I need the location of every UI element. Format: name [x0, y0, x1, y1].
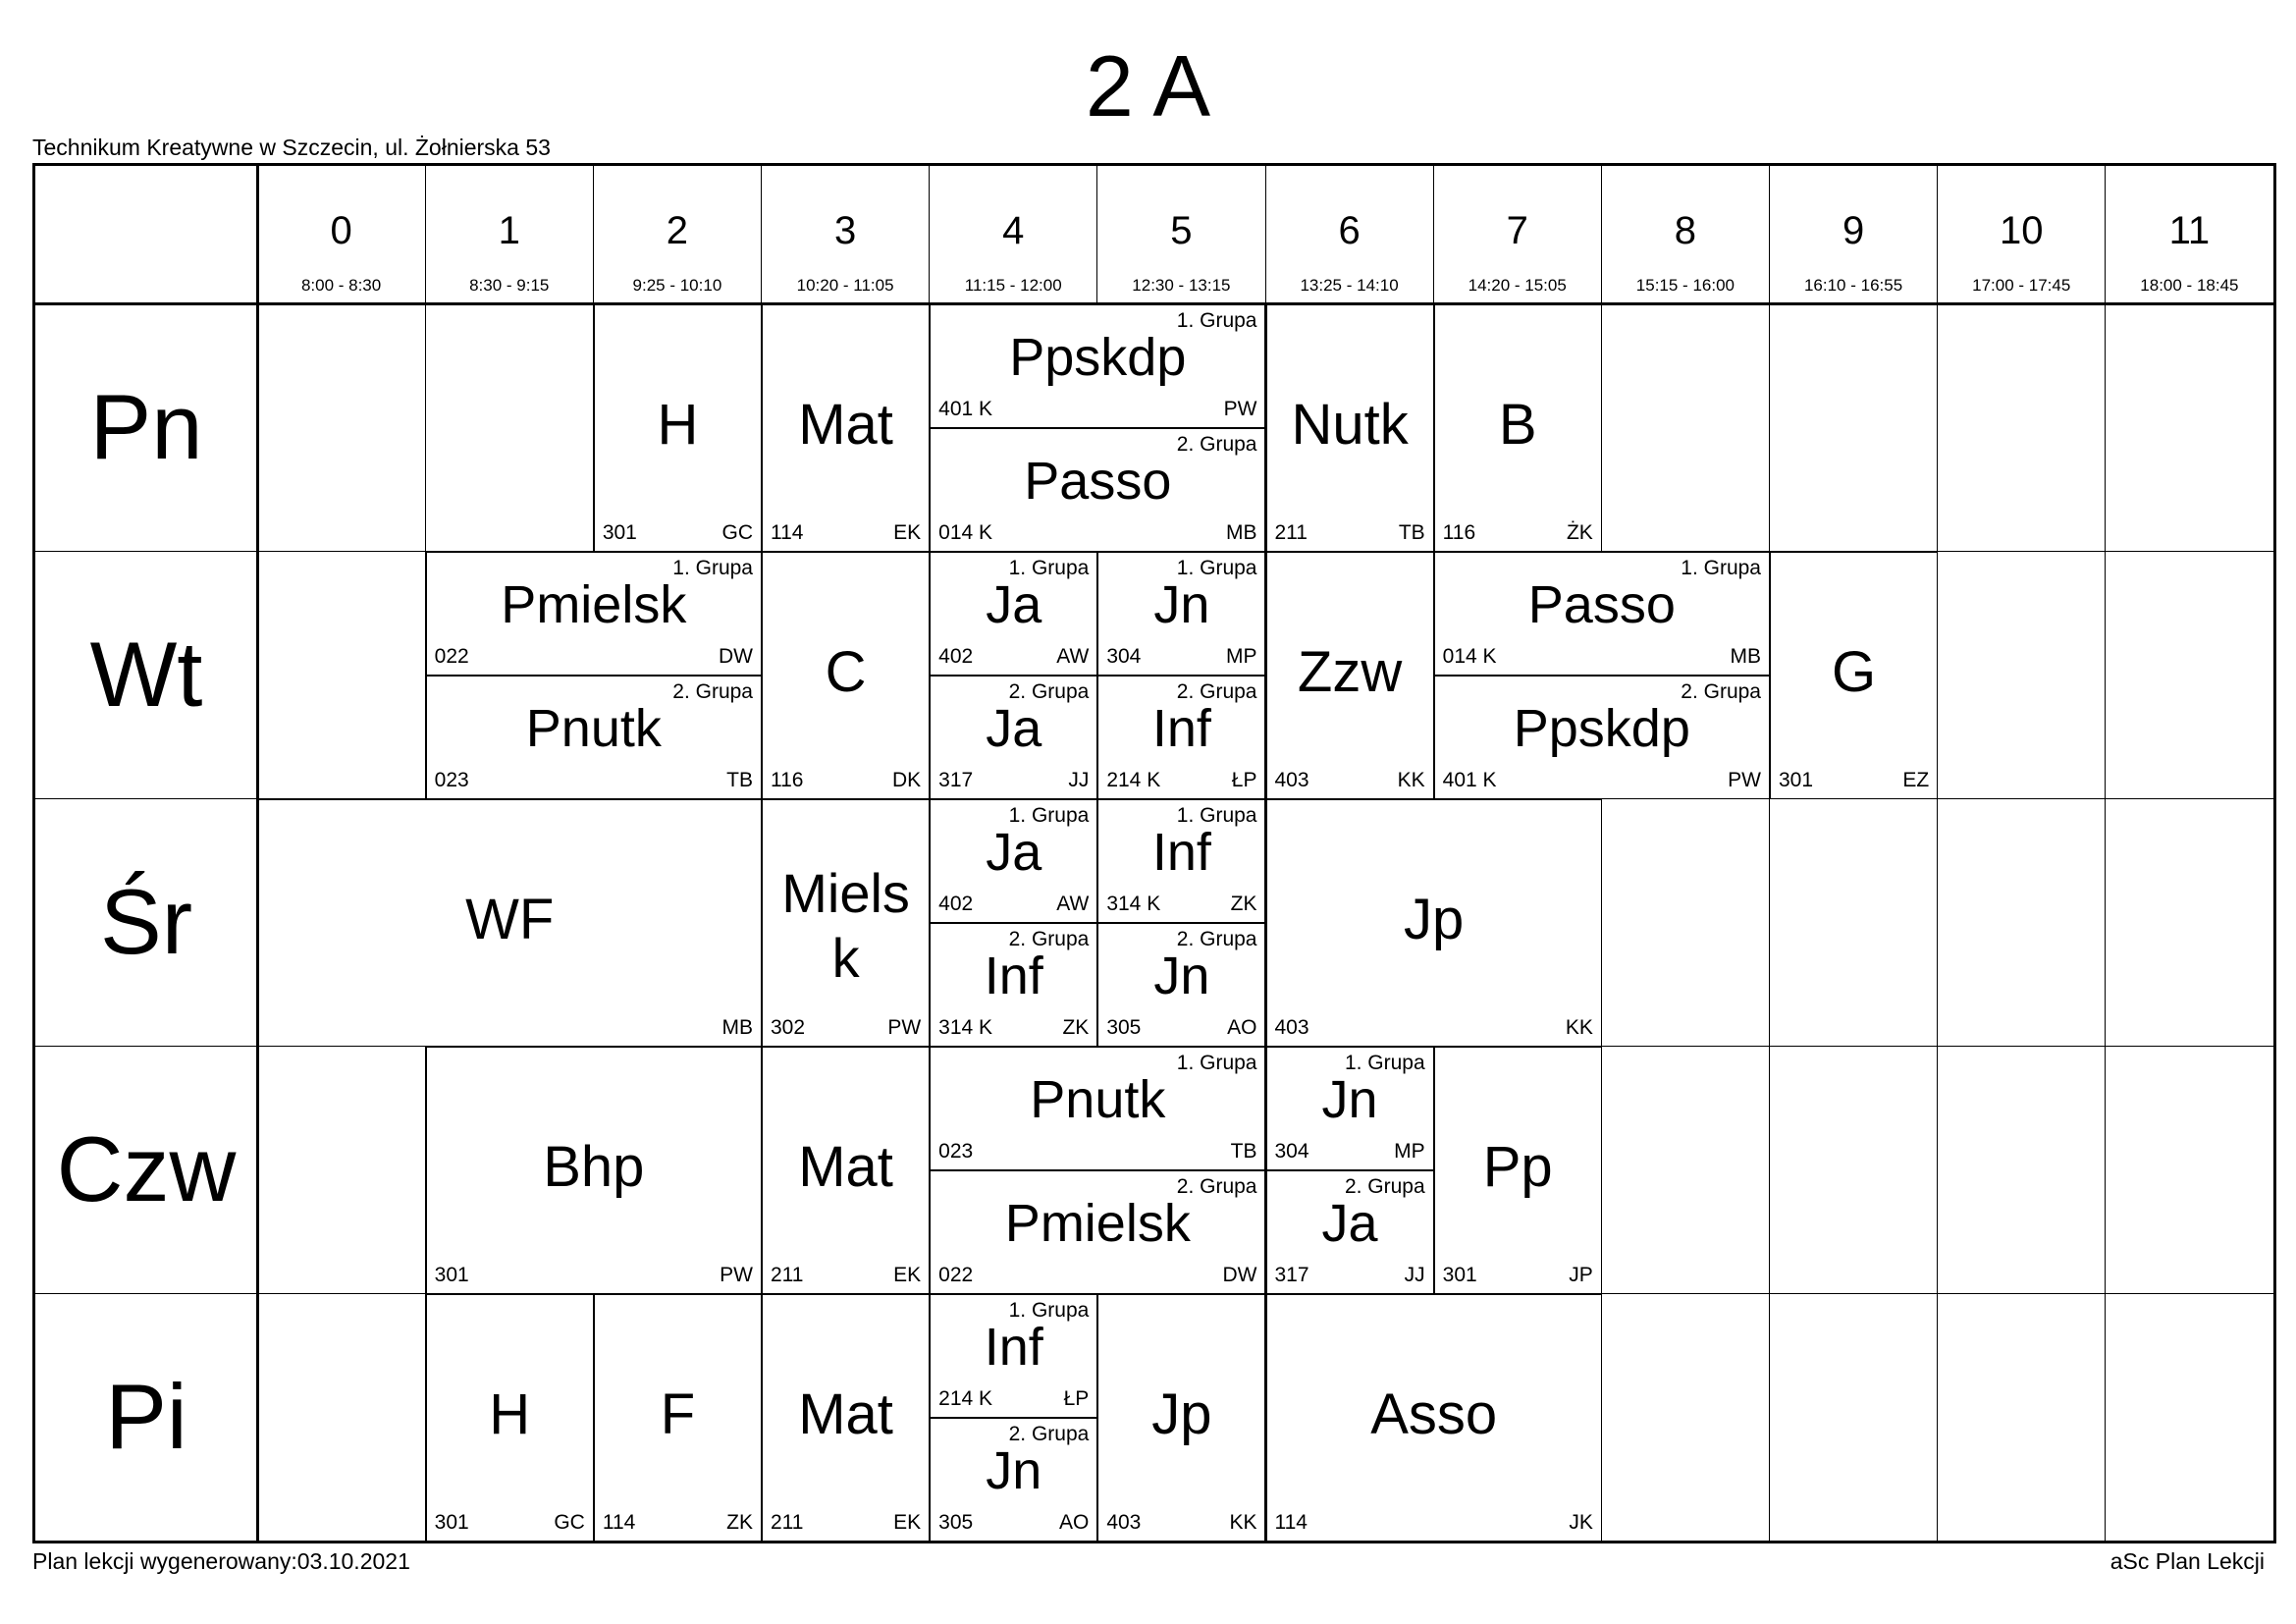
room-number: 301: [1779, 768, 1814, 791]
period-time: 14:20 - 15:05: [1468, 276, 1567, 295]
period-number: 8: [1674, 209, 1697, 252]
period-number: 9: [1842, 209, 1865, 252]
group-label: 2. Grupa: [1344, 1174, 1425, 1198]
group-label: 1. Grupa: [1008, 1298, 1090, 1322]
room-number: 302: [771, 1015, 806, 1039]
subject-name: Jn: [1321, 1069, 1378, 1129]
subject-name: Nutk: [1291, 392, 1409, 457]
subject-name: Bhp: [543, 1134, 645, 1199]
room-number: 211: [771, 1510, 804, 1534]
teacher-code: DW: [718, 644, 753, 668]
subject-name: Mat: [798, 1134, 893, 1199]
lesson-cell[interactable]: [594, 1294, 762, 1542]
group-label: 1. Grupa: [1176, 308, 1257, 332]
subject-name: H: [657, 392, 699, 457]
day-label: Pn: [89, 375, 203, 478]
period-time: 11:15 - 12:00: [964, 276, 1062, 295]
teacher-code: PW: [887, 1015, 922, 1039]
teacher-code: JJ: [1404, 1263, 1425, 1286]
room-number: 114: [1274, 1510, 1308, 1534]
subject-name: Ppskdp: [1513, 698, 1690, 758]
teacher-code: PW: [1728, 768, 1761, 791]
room-number: 305: [938, 1510, 974, 1534]
room-number: 403: [1274, 1015, 1309, 1039]
subject-name: Ja: [1321, 1193, 1378, 1253]
subject-name: Pnutk: [525, 698, 662, 758]
teacher-code: AO: [1227, 1015, 1257, 1039]
lesson-cell[interactable]: [1266, 304, 1434, 552]
subject-name: Inf: [984, 946, 1043, 1005]
period-header: [2106, 166, 2273, 303]
subject-name: Inf: [1151, 822, 1211, 882]
subject-name: Jn: [1153, 574, 1210, 634]
period-header: [762, 166, 930, 303]
teacher-code: AW: [1056, 892, 1090, 915]
subject-name: Inf: [1151, 698, 1211, 758]
teacher-code: EK: [893, 1510, 922, 1534]
group-label: 2. Grupa: [1008, 927, 1090, 950]
teacher-code: EK: [893, 520, 922, 544]
room-number: 401 K: [1442, 768, 1497, 791]
lesson-cell[interactable]: [930, 799, 1097, 923]
teacher-code: DK: [891, 768, 922, 791]
teacher-code: PW: [720, 1263, 753, 1286]
subject-name: Jn: [986, 1440, 1042, 1500]
room-number: 114: [771, 520, 804, 544]
group-label: 1. Grupa: [1344, 1051, 1425, 1074]
period-time: 9:25 - 10:10: [632, 276, 722, 295]
lesson-cell[interactable]: [930, 1170, 1265, 1294]
group-label: 1. Grupa: [1176, 556, 1257, 579]
room-number: 023: [434, 768, 469, 791]
room-number: 301: [1442, 1263, 1477, 1286]
lesson-cell[interactable]: [1097, 799, 1265, 923]
teacher-code: KK: [1229, 1510, 1257, 1534]
lesson-cell[interactable]: [1770, 552, 1938, 799]
room-number: 402: [938, 892, 974, 915]
room-number: 116: [771, 768, 804, 791]
lesson-cell[interactable]: [1434, 304, 1602, 552]
teacher-code: KK: [1565, 1015, 1593, 1039]
period-header: [1265, 166, 1433, 303]
room-number: 317: [938, 768, 974, 791]
day-label: Pi: [105, 1365, 187, 1468]
subject-name: Jp: [1151, 1381, 1212, 1446]
teacher-code: GC: [721, 520, 753, 544]
teacher-code: MP: [1394, 1139, 1425, 1163]
period-time: 13:25 - 14:10: [1300, 276, 1399, 295]
room-number: 317: [1274, 1263, 1309, 1286]
group-label: 2. Grupa: [1008, 679, 1090, 703]
group-label: 1. Grupa: [1176, 1051, 1257, 1074]
subject-name: Pmielsk: [501, 574, 687, 634]
subject-name: C: [825, 639, 867, 704]
period-time: 17:00 - 17:45: [1972, 276, 2071, 295]
period-number: 3: [833, 209, 857, 252]
period-number: 11: [2168, 209, 2211, 252]
period-header: [1433, 166, 1601, 303]
period-header: [1097, 166, 1265, 303]
group-label: 2. Grupa: [1176, 679, 1257, 703]
room-number: 014 K: [1442, 644, 1497, 668]
timetable-grid: [32, 163, 2276, 1543]
period-number: 5: [1170, 209, 1193, 252]
subject-name: Ja: [986, 822, 1042, 882]
room-number: 301: [434, 1263, 469, 1286]
lesson-cell[interactable]: [426, 676, 762, 799]
grid-line: [1937, 166, 1938, 1541]
subject-name: B: [1498, 392, 1537, 457]
teacher-code: MB: [1225, 520, 1257, 544]
teacher-code: ZK: [726, 1510, 753, 1534]
lesson-cell[interactable]: [1434, 676, 1770, 799]
teacher-code: MB: [721, 1015, 753, 1039]
room-number: 401 K: [938, 397, 993, 420]
lesson-cell[interactable]: [1266, 1294, 1602, 1542]
lesson-cell[interactable]: [426, 552, 762, 676]
room-number: 211: [1274, 520, 1308, 544]
day-label: Wt: [89, 623, 203, 726]
room-number: 301: [434, 1510, 469, 1534]
room-number: 211: [771, 1263, 804, 1286]
grid-line: [1769, 166, 1770, 1541]
lesson-cell[interactable]: [930, 1047, 1265, 1170]
lesson-cell[interactable]: [1097, 552, 1265, 676]
lesson-cell[interactable]: [930, 1418, 1097, 1542]
group-label: 1. Grupa: [1008, 556, 1090, 579]
period-header: [593, 166, 761, 303]
lesson-cell[interactable]: [930, 552, 1097, 676]
lesson-cell[interactable]: [426, 1294, 594, 1542]
group-label: 2. Grupa: [1176, 927, 1257, 950]
room-number: 403: [1106, 1510, 1142, 1534]
page-title: 2 A: [1085, 37, 1211, 135]
day-label: Czw: [56, 1117, 237, 1220]
lesson-cell[interactable]: [1097, 923, 1265, 1047]
group-label: 2. Grupa: [1681, 679, 1761, 703]
room-number: 314 K: [938, 1015, 993, 1039]
teacher-code: ŻK: [1566, 520, 1593, 544]
room-number: 214 K: [1106, 768, 1161, 791]
teacher-code: EK: [893, 1263, 922, 1286]
room-number: 114: [602, 1510, 636, 1534]
room-number: 022: [434, 644, 469, 668]
period-number: 0: [330, 209, 352, 252]
room-number: 301: [602, 520, 637, 544]
group-label: 1. Grupa: [1176, 803, 1257, 827]
lesson-cell[interactable]: [930, 304, 1265, 428]
subject-name: Pmielsk: [1004, 1193, 1191, 1253]
lesson-cell[interactable]: [762, 304, 930, 552]
lesson-cell[interactable]: [930, 1294, 1097, 1418]
lesson-cell[interactable]: [1266, 1047, 1434, 1170]
subject-name: Pp: [1482, 1134, 1553, 1199]
subject-name: Jp: [1404, 887, 1465, 951]
period-header: [1938, 166, 2106, 303]
teacher-code: MB: [1730, 644, 1761, 668]
room-number: 305: [1106, 1015, 1142, 1039]
room-number: 014 K: [938, 520, 993, 544]
period-time: 16:10 - 16:55: [1803, 276, 1903, 295]
lesson-cell[interactable]: [594, 304, 762, 552]
lesson-cell[interactable]: [762, 552, 930, 799]
lesson-cell[interactable]: [930, 428, 1265, 552]
lesson-cell[interactable]: [930, 923, 1097, 1047]
teacher-code: ŁP: [1231, 768, 1257, 791]
room-number: 304: [1106, 644, 1142, 668]
group-label: 2. Grupa: [1008, 1422, 1090, 1445]
lesson-cell[interactable]: [762, 1047, 930, 1294]
period-time: 8:00 - 8:30: [300, 276, 382, 295]
room-number: 402: [938, 644, 974, 668]
subject-name: WF: [465, 887, 555, 951]
room-number: 116: [1442, 520, 1476, 544]
lesson-cell[interactable]: [1097, 1294, 1265, 1542]
period-header: [1601, 166, 1769, 303]
period-number: 2: [666, 209, 689, 252]
teacher-code: ŁP: [1063, 1386, 1090, 1410]
subject-name: Mielsk: [781, 861, 910, 989]
period-time: 15:15 - 16:00: [1635, 276, 1735, 295]
lesson-cell[interactable]: [258, 799, 763, 1047]
lesson-cell[interactable]: [762, 799, 930, 1047]
room-number: 023: [938, 1139, 974, 1163]
room-number: 304: [1274, 1139, 1309, 1163]
teacher-code: JJ: [1068, 768, 1090, 791]
teacher-code: TB: [1230, 1139, 1257, 1163]
teacher-code: GC: [554, 1510, 585, 1534]
period-header: [425, 166, 593, 303]
subject-name: Inf: [984, 1317, 1043, 1377]
subject-name: F: [660, 1381, 696, 1446]
group-label: 2. Grupa: [1176, 1174, 1257, 1198]
group-label: 1. Grupa: [1008, 803, 1090, 827]
teacher-code: JK: [1569, 1510, 1593, 1534]
teacher-code: KK: [1397, 768, 1425, 791]
period-time: 18:00 - 18:45: [2140, 276, 2239, 295]
subject-name: Passo: [1527, 574, 1676, 634]
period-header: [1770, 166, 1938, 303]
room-number: 314 K: [1106, 892, 1161, 915]
group-label: 2. Grupa: [672, 679, 753, 703]
period-number: 6: [1338, 209, 1361, 252]
lesson-cell[interactable]: [1266, 799, 1602, 1047]
lesson-cell[interactable]: [1097, 676, 1265, 799]
lesson-cell[interactable]: [930, 676, 1097, 799]
period-number: 7: [1506, 209, 1528, 252]
teacher-code: PW: [1223, 397, 1257, 420]
group-label: 1. Grupa: [1681, 556, 1761, 579]
subject-name: Ja: [986, 574, 1042, 634]
teacher-code: TB: [1398, 520, 1425, 544]
subject-name: Asso: [1370, 1381, 1498, 1446]
lesson-cell[interactable]: [1434, 552, 1770, 676]
subject-name: Zzw: [1297, 639, 1403, 704]
teacher-code: JP: [1569, 1263, 1593, 1286]
lesson-cell[interactable]: [1266, 1170, 1434, 1294]
lesson-cell[interactable]: [1434, 1047, 1602, 1294]
period-time: 8:30 - 9:15: [469, 276, 550, 295]
subject-name: G: [1832, 639, 1877, 704]
period-time: 10:20 - 11:05: [796, 276, 894, 295]
teacher-code: TB: [726, 768, 753, 791]
subject-name: Passo: [1024, 451, 1172, 511]
period-time: 12:30 - 13:15: [1132, 276, 1231, 295]
room-number: 022: [938, 1263, 974, 1286]
period-number: 4: [1002, 209, 1025, 252]
subject-name: Jn: [1153, 946, 1210, 1005]
room-number: 403: [1274, 768, 1309, 791]
teacher-code: ZK: [1230, 892, 1257, 915]
grid-line: [2105, 166, 2106, 1541]
lesson-cell[interactable]: [762, 1294, 930, 1542]
subject-name: Ja: [986, 698, 1042, 758]
subject-name: Pnutk: [1030, 1069, 1166, 1129]
generated-date: Plan lekcji wygenerowany:03.10.2021: [32, 1548, 410, 1574]
school-name: Technikum Kreatywne w Szczecin, ul. Żołnierska 53: [32, 135, 551, 160]
lesson-cell[interactable]: [426, 1047, 762, 1294]
teacher-code: ZK: [1062, 1015, 1090, 1039]
subject-name: Mat: [798, 1381, 893, 1446]
teacher-code: AW: [1056, 644, 1090, 668]
day-label: Śr: [100, 870, 192, 973]
period-header: [930, 166, 1097, 303]
period-number: 1: [498, 209, 520, 252]
brand-label: aSc Plan Lekcji: [2109, 1548, 2265, 1574]
period-header: [257, 166, 425, 303]
group-label: 1. Grupa: [672, 556, 753, 579]
lesson-cell[interactable]: [1266, 552, 1434, 799]
group-label: 2. Grupa: [1176, 432, 1257, 456]
teacher-code: MP: [1225, 644, 1257, 668]
teacher-code: DW: [1222, 1263, 1257, 1286]
subject-name: Mat: [798, 392, 893, 457]
teacher-code: AO: [1058, 1510, 1090, 1534]
room-number: 214 K: [938, 1386, 993, 1410]
subject-name: H: [489, 1381, 531, 1446]
subject-name: Ppskdp: [1009, 327, 1187, 387]
teacher-code: EZ: [1902, 768, 1930, 791]
period-number: 10: [1999, 209, 2044, 252]
